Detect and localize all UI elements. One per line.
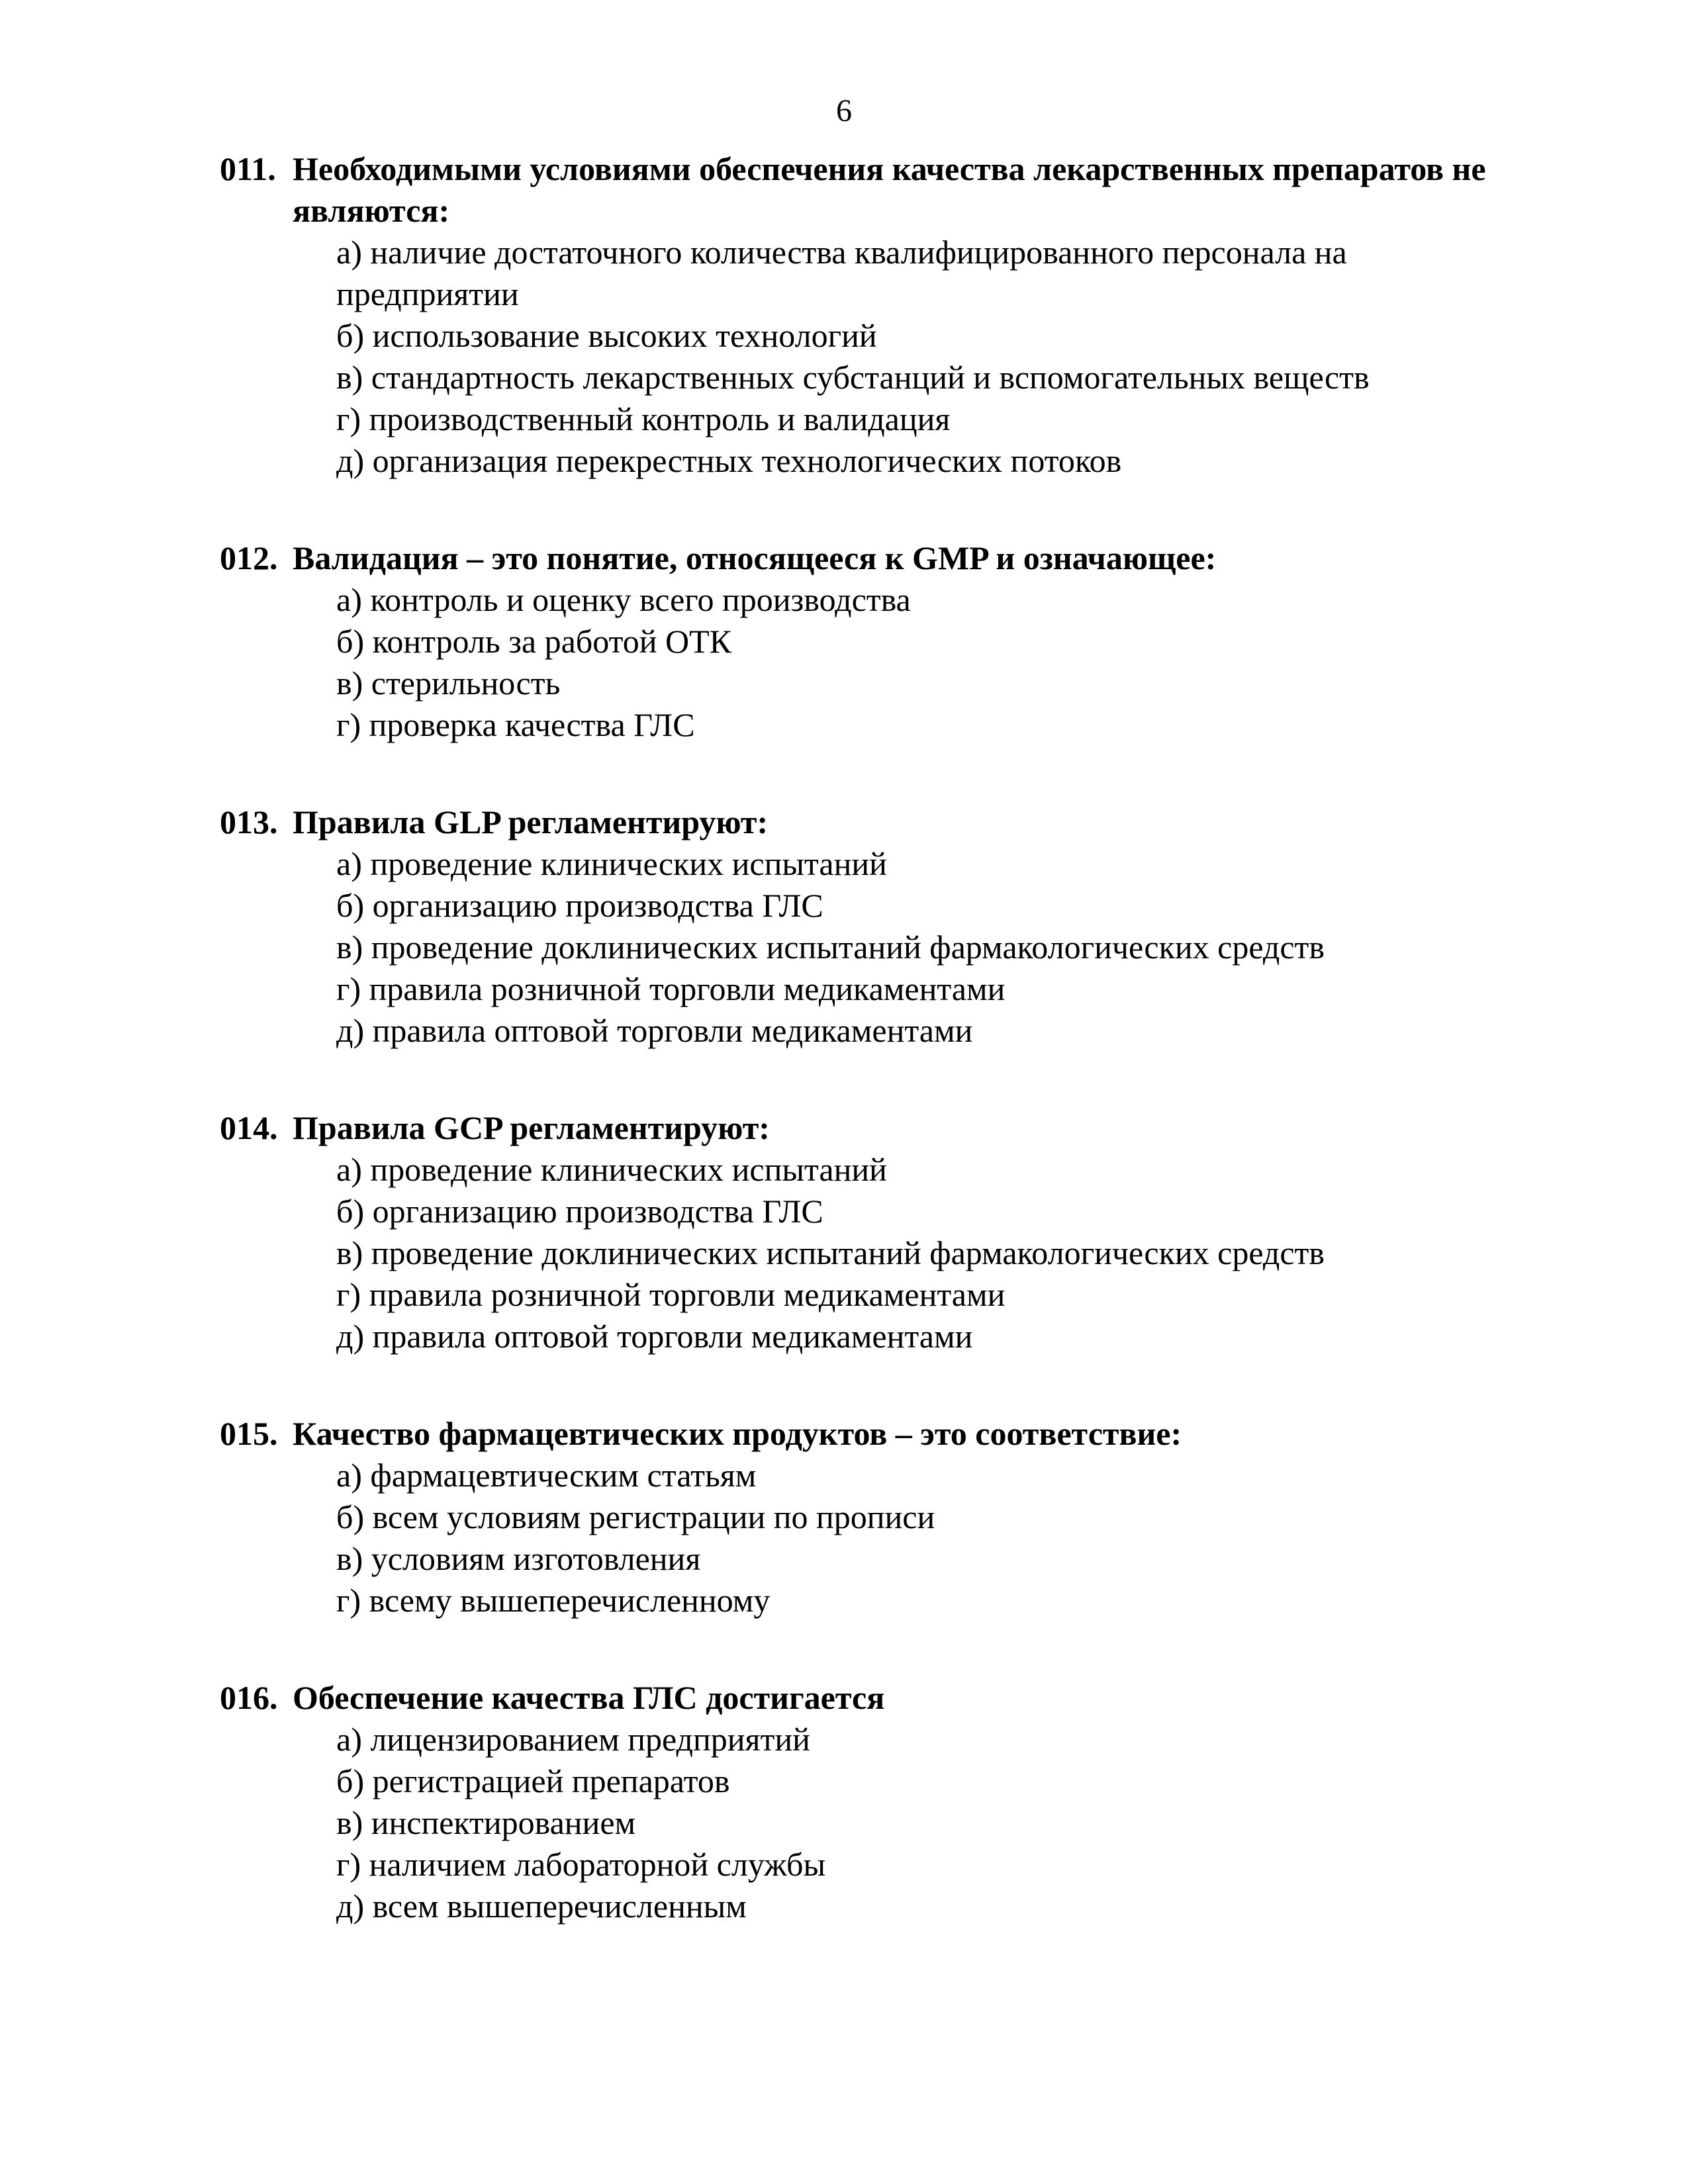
- question-number: 015.: [220, 1415, 278, 1452]
- answer-list: [220, 579, 1491, 746]
- question-014: [220, 1107, 1491, 1357]
- question-title: [220, 1107, 1491, 1149]
- question-list: [220, 148, 1491, 1983]
- answer-option: г) правила розничной торговли медикаментами: [336, 1276, 1006, 1313]
- answer-option: б) использование высоких технологий: [336, 317, 877, 354]
- question-text: Правила GLP регламентируют:: [293, 803, 769, 841]
- question-number: 014.: [220, 1109, 278, 1146]
- answer-option: б) организацию производства ГЛС: [336, 1193, 823, 1230]
- answer-option: а) контроль и оценку всего производства: [336, 581, 911, 618]
- answer-option: в) стандартность лекарственных субстанций и вспомогательных веществ: [336, 359, 1370, 396]
- answer-option: г) производственный контроль и валидация: [336, 400, 951, 437]
- answer-option: д) организация перекрестных технологических потоков: [336, 442, 1122, 479]
- answer-list: [220, 843, 1491, 1052]
- answer-option: в) проведение доклинических испытаний фармакологических средств: [336, 929, 1325, 966]
- answer-list: [220, 1455, 1491, 1621]
- question-012: [220, 537, 1491, 746]
- answer-option: б) регистрацией препаратов: [336, 1762, 730, 1799]
- answer-option: а) лицензированием предприятий: [336, 1721, 810, 1758]
- question-title: [220, 1677, 1491, 1719]
- question-013: [220, 801, 1491, 1052]
- answer-option: г) проверка качества ГЛС: [336, 706, 695, 743]
- answer-option: д) правила оптовой торговли медикаментами: [336, 1012, 973, 1049]
- answer-option: б) контроль за работой ОТК: [336, 623, 732, 660]
- question-number: 012.: [220, 539, 278, 576]
- answer-option: б) всем условиям регистрации по прописи: [336, 1498, 935, 1535]
- question-text: Обеспечение качества ГЛС достигается: [293, 1679, 885, 1716]
- answer-option: в) инспектированием: [336, 1804, 636, 1841]
- question-text: Необходимыми условиями обеспечения качества лекарственных препаратов не являются:: [293, 150, 1486, 229]
- answer-option: д) всем вышеперечисленным: [336, 1888, 747, 1925]
- answer-option: д) правила оптовой торговли медикаментами: [336, 1318, 973, 1355]
- answer-option: в) условиям изготовления: [336, 1540, 701, 1577]
- question-016: [220, 1677, 1491, 1927]
- answer-option: а) фармацевтическим статьям: [336, 1457, 757, 1494]
- question-title: [220, 537, 1491, 579]
- answer-option: г) всему вышеперечисленному: [336, 1582, 771, 1619]
- answer-list: [220, 232, 1491, 482]
- page-number: 6: [836, 93, 852, 128]
- answer-option: а) проведение клинических испытаний: [336, 845, 887, 882]
- answer-list: [220, 1719, 1491, 1927]
- answer-option: в) проведение доклинических испытаний фармакологических средств: [336, 1234, 1325, 1271]
- answer-option: г) правила розничной торговли медикаментами: [336, 970, 1006, 1007]
- answer-option: а) проведение клинических испытаний: [336, 1151, 887, 1188]
- question-number: 016.: [220, 1679, 278, 1716]
- question-015: [220, 1413, 1491, 1621]
- question-title: [220, 1413, 1491, 1455]
- question-text: Качество фармацевтических продуктов – это соответствие:: [293, 1415, 1182, 1452]
- answer-option: г) наличием лабораторной службы: [336, 1846, 826, 1883]
- question-011: [220, 148, 1491, 482]
- question-text: Валидация – это понятие, относящееся к GMP и означающее:: [293, 539, 1217, 576]
- question-title: [220, 148, 1491, 232]
- question-number: 011.: [220, 150, 276, 187]
- answer-option: б) организацию производства ГЛС: [336, 887, 823, 924]
- question-number: 013.: [220, 803, 278, 841]
- question-title: [220, 801, 1491, 843]
- answer-option: в) стерильность: [336, 664, 561, 702]
- answer-option: а) наличие достаточного количества квалифицированного персонала на предприятии: [336, 234, 1347, 312]
- question-text: Правила GCP регламентируют:: [293, 1109, 770, 1146]
- answer-list: [220, 1149, 1491, 1357]
